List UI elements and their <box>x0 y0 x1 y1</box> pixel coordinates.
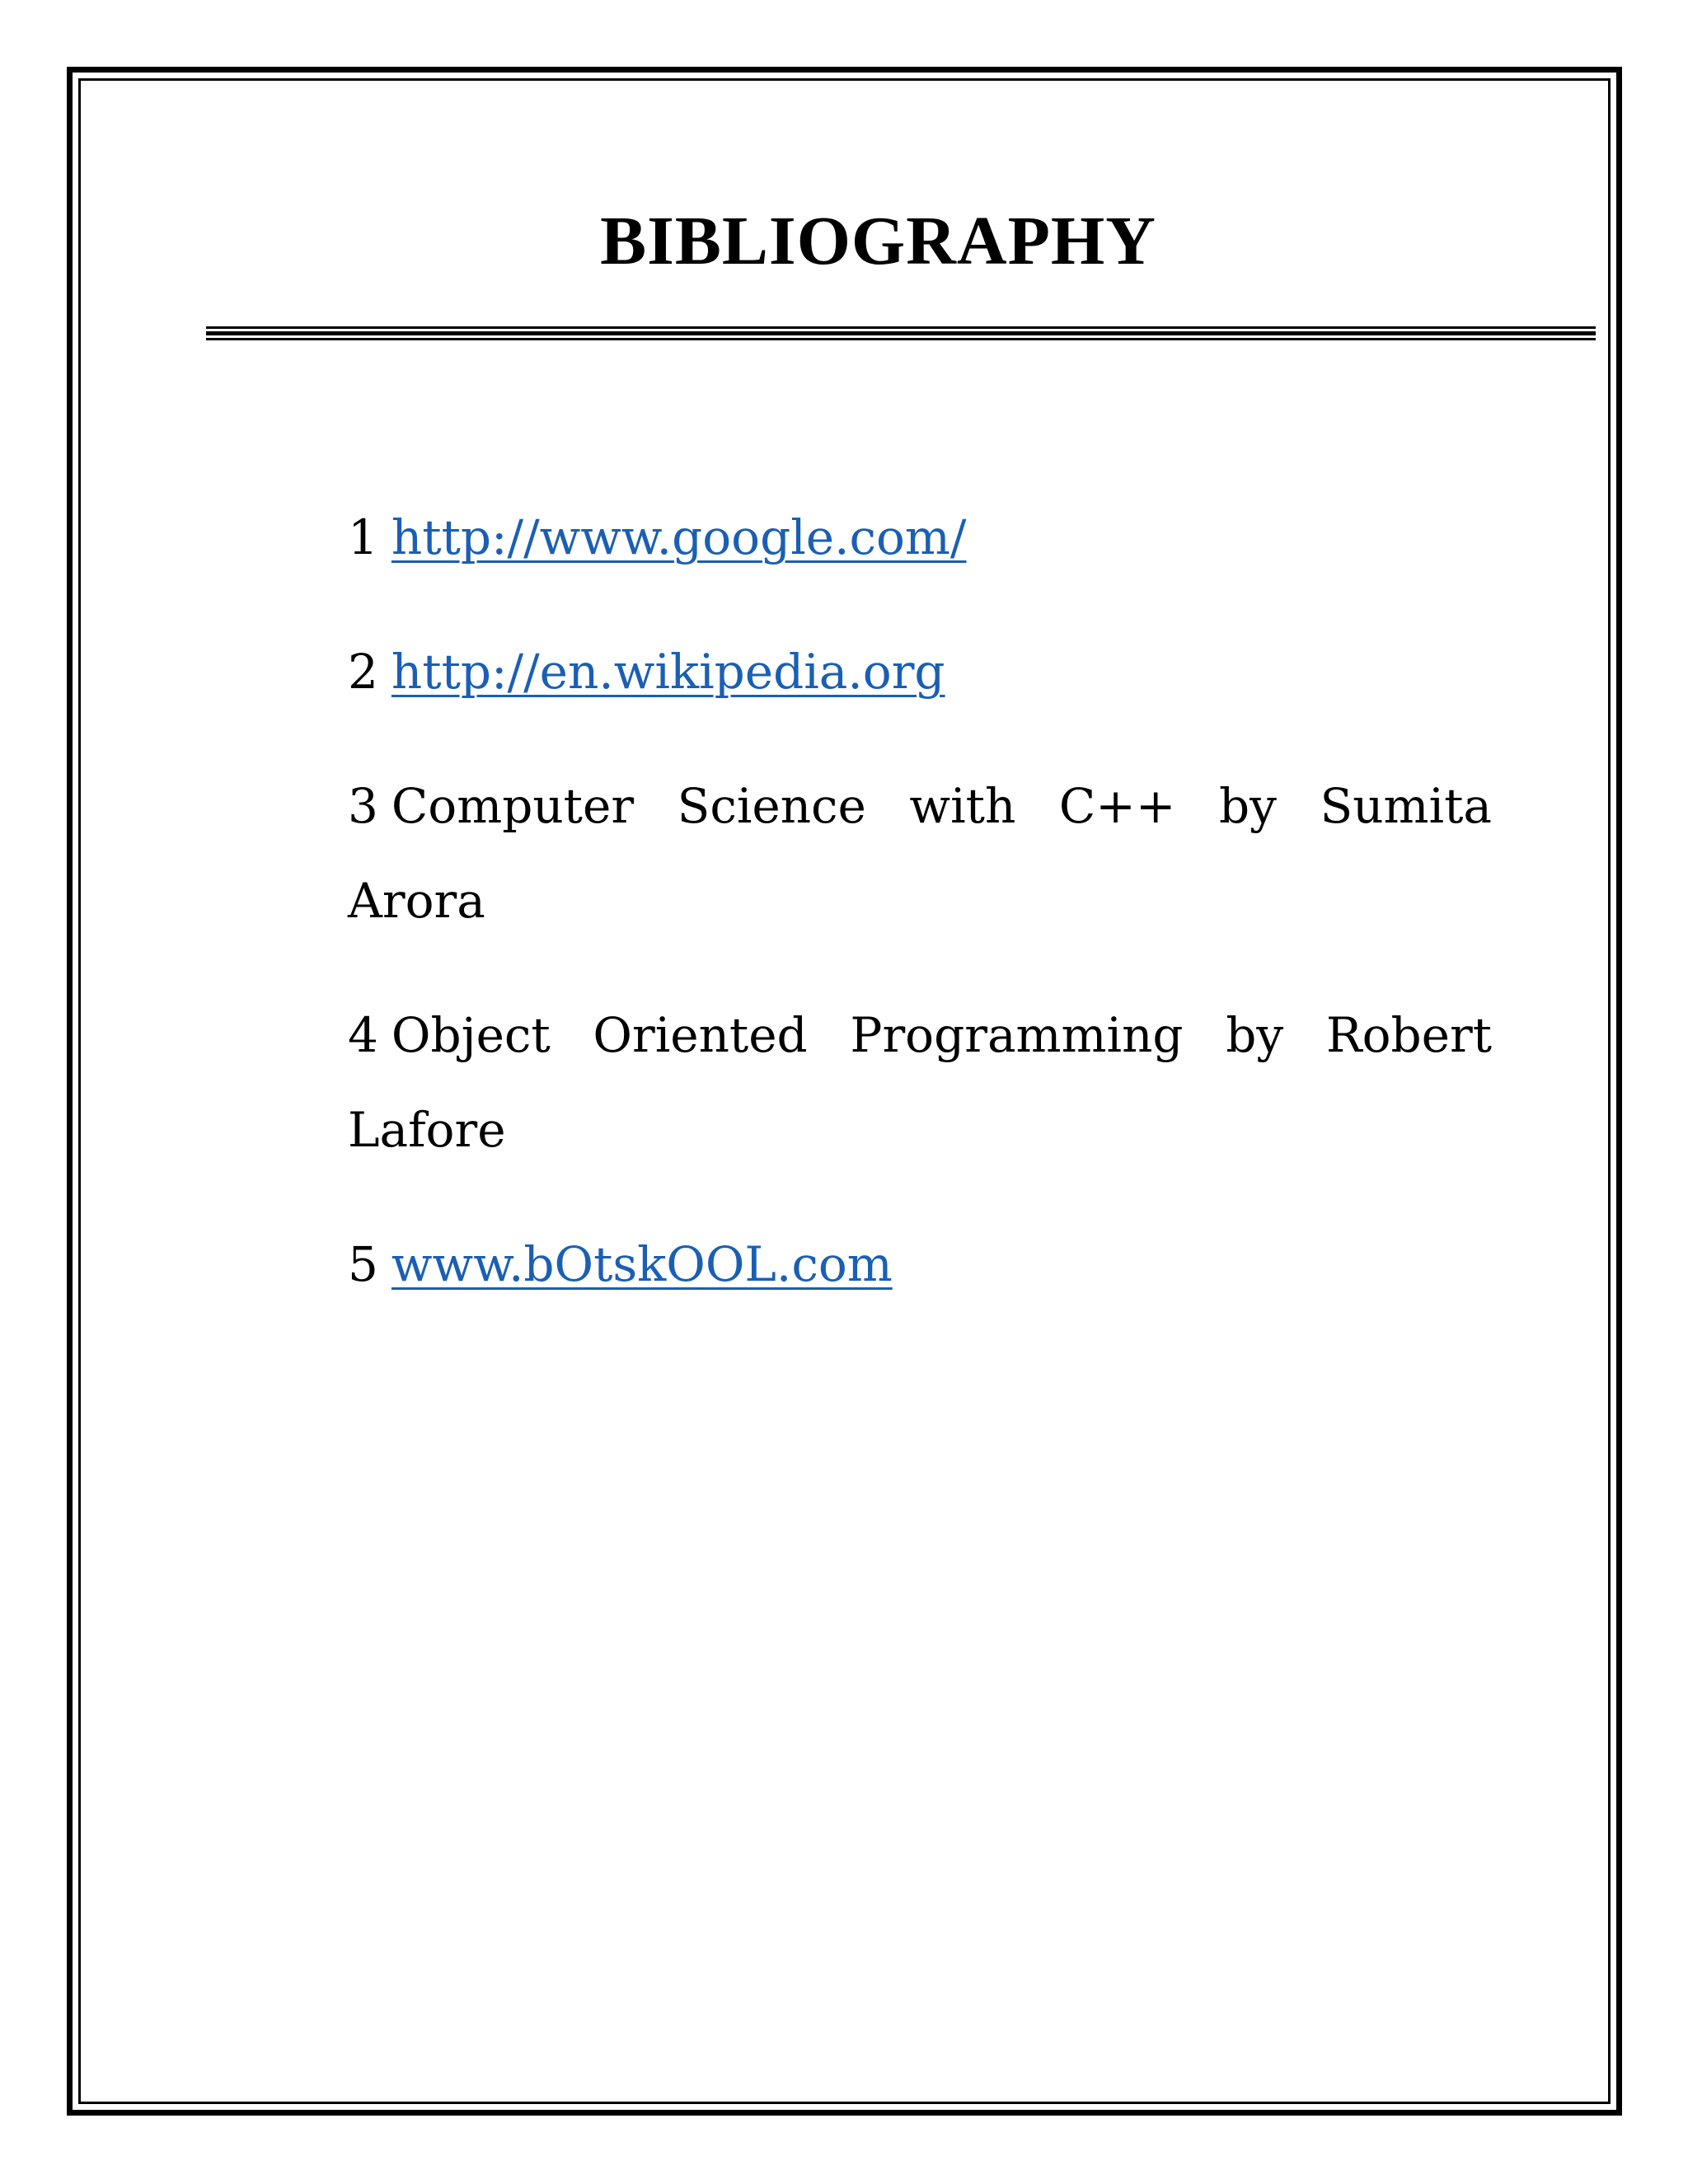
page-title: BIBLIOGRAPHY <box>600 203 1156 279</box>
bibliography-list <box>348 490 1492 1352</box>
entry-text: Object Oriented Programming by Robert Lafore <box>348 1007 1492 1158</box>
bibliography-entry-3 <box>348 759 1492 949</box>
entry-number: 5 <box>348 1236 378 1292</box>
bibliography-entry-2 <box>348 625 1492 719</box>
title-rule-bottom <box>206 338 1596 340</box>
title-rule-middle <box>206 331 1596 335</box>
bibliography-entry-1 <box>348 490 1492 585</box>
entry-number: 2 <box>348 644 378 700</box>
entry-number: 3 <box>348 778 378 834</box>
bibliography-entry-4 <box>348 988 1492 1178</box>
bibliography-entry-5 <box>348 1217 1492 1312</box>
entry-number: 4 <box>348 1007 378 1063</box>
google-link[interactable]: http://www.google.com/ <box>391 509 967 565</box>
entry-number: 1 <box>348 509 378 565</box>
wikipedia-link[interactable]: http://en.wikipedia.org <box>391 644 945 700</box>
entry-text: Computer Science with C++ by Sumita Arora <box>348 778 1492 929</box>
botskool-link[interactable]: www.bOtskOOL.com <box>391 1236 893 1292</box>
title-rule-top <box>206 326 1596 329</box>
